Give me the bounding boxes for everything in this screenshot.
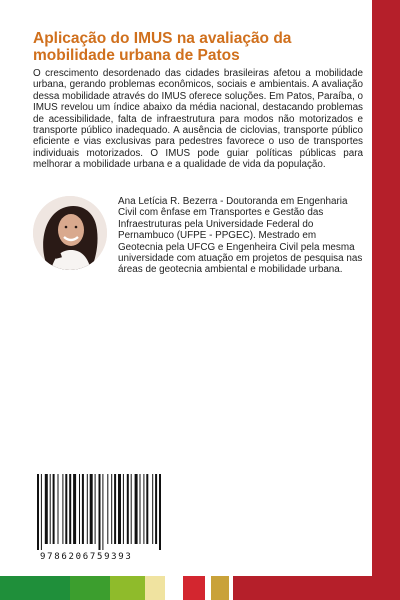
- band-segment: [165, 576, 183, 600]
- barcode-bar: [114, 474, 116, 544]
- barcode-bar: [58, 474, 59, 544]
- barcode-bar: [107, 474, 108, 544]
- isbn-digits: 9786206759393: [40, 552, 133, 562]
- barcode-bar: [87, 474, 88, 544]
- barcode-bar: [65, 474, 67, 544]
- book-summary: O crescimento desordenado das cidades brasileiras afetou a mobilidade urbana, gerando problemas econômicos, sociais e ambientais. A avaliação dessa mobilidade através do IMUS oferece soluções. Em Patos, Paraíba, o IMUS revelou um índice abaixo da média nacional, destacando problemas de acessibilidade, falta de infraestrutura para modos não motorizados e transporte público inadequado. A ausência de ciclovias, transporte público eficiente e vias exclusivas para pedestres favorece o uso de transportes individuais motorizados. O IMUS pode guiar políticas públicas para melhorar a mobilidade urbana e a qualidade de vida da população.: [33, 68, 363, 171]
- barcode-bar: [62, 474, 63, 544]
- barcode-bar: [50, 474, 51, 544]
- band-segment: [233, 576, 372, 600]
- barcode-bar: [95, 474, 96, 544]
- barcode-bar: [99, 474, 101, 550]
- barcode-bar: [143, 474, 144, 544]
- barcode-bar: [73, 474, 76, 544]
- barcode-bar: [123, 474, 124, 544]
- barcode-bar: [155, 474, 157, 544]
- band-segment: [211, 576, 229, 600]
- band-segment: [70, 576, 110, 600]
- author-photo: [33, 196, 107, 270]
- red-side-stripe: [372, 0, 400, 600]
- barcode-bar: [53, 474, 55, 544]
- barcode-bar: [45, 474, 48, 544]
- barcode-bar: [118, 474, 121, 544]
- band-segment: [0, 576, 70, 600]
- barcode-bar: [41, 474, 42, 550]
- barcode-bar: [79, 474, 80, 544]
- barcode-bar: [82, 474, 84, 544]
- barcode-bar: [37, 474, 39, 550]
- barcode-bar: [131, 474, 132, 544]
- book-title: Aplicação do IMUS na avaliação da mobilidade urbana de Patos: [33, 30, 292, 64]
- band-segment: [110, 576, 145, 600]
- barcode-bars: [31, 470, 181, 550]
- band-segment: [145, 576, 165, 600]
- barcode-bar: [152, 474, 153, 544]
- barcode-bar: [135, 474, 138, 544]
- author-portrait-image: [33, 196, 107, 270]
- author-bio: Ana Letícia R. Bezerra - Doutoranda em Engenharia Civil com ênfase em Transportes e Gestão das Infraestruturas pela Universidade Federal do Pernambuco (UFPE - PPGEC). Mestrado em Geotecnia pela UFCG e Engenheira Civil pela mesma universidade com atuação em projetos de pesquisa nas áreas de geotecnia ambiental e mobilidade urbana.: [118, 196, 363, 276]
- barcode-bar: [140, 474, 141, 544]
- barcode-bar: [90, 474, 93, 544]
- barcode-bar: [111, 474, 112, 544]
- barcode-bar: [102, 474, 103, 550]
- barcode-bar: [146, 474, 148, 544]
- barcode-bar: [159, 474, 161, 550]
- barcode-bar: [69, 474, 71, 544]
- barcode-bar: [127, 474, 129, 544]
- color-band: [0, 576, 372, 600]
- band-segment: [183, 576, 205, 600]
